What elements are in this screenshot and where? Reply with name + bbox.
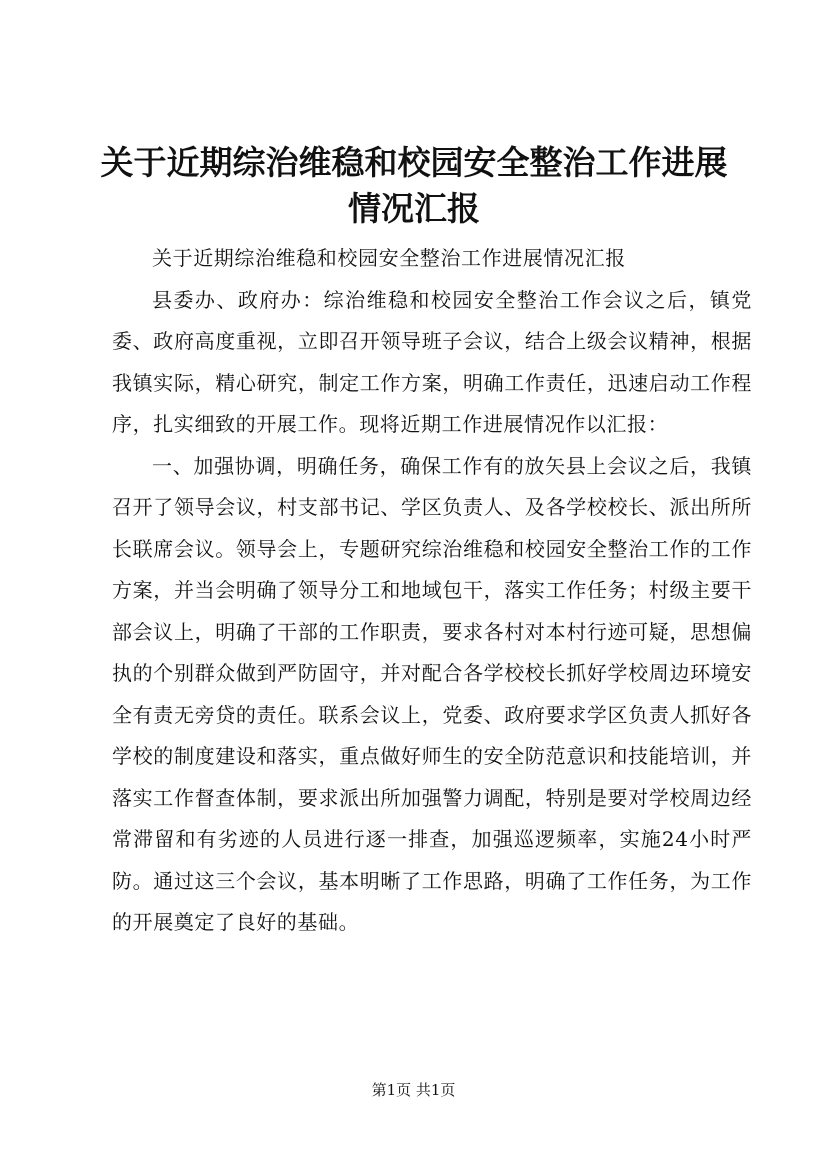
paragraph-intro: 县委办、政府办：综治维稳和校园安全整治工作会议之后，镇党委、政府高度重视，立即召开领导班子会议，结合上级会议精神，根据我镇实际，精心研究，制定工作方案，明确工作责任，迅速启动工作程序，扎实细致的开展工作。现将近期工作进展情况作以汇报： xyxy=(112,287,752,436)
document-title: 关于近期综治维稳和校园安全整治工作进展情况汇报 xyxy=(100,143,728,228)
page-footer: 第1页 共1页 xyxy=(371,1081,456,1099)
document-body xyxy=(112,238,752,944)
paragraph-section-1: 一、加强协调，明确任务，确保工作有的放矢县上会议之后，我镇召开了领导会议，村支部书记、学区负责人、及各学校校长、派出所所长联席会议。领导会上，专题研究综治维稳和校园安全整治工作的工作方案，并当会明确了领导分工和地域包干，落实工作任务；村级主要干部会议上，明确了干部的工作职责，要求各村对本村行迹可疑，思想偏执的个别群众做到严防固守，并对配合各学校校长抓好学校周边环境安全有责无旁贷的责任。联系会议上，党委、政府要求学区负责人抓好各学校的制度建设和落实，重点做好师生的安全防范意识和技能培训，并落实工作督查体制，要求派出所加强警力调配，特别是要对学校周边经常滞留和有劣迹的人员进行逐一排查，加强巡逻频率，实施24小时严防。通过这三个会议，基本明晰了工作思路，明确了工作任务，为工作的开展奠定了良好的基础。 xyxy=(112,453,752,934)
paragraph-subtitle: 关于近期综治维稳和校园安全整治工作进展情况汇报 xyxy=(152,246,626,270)
